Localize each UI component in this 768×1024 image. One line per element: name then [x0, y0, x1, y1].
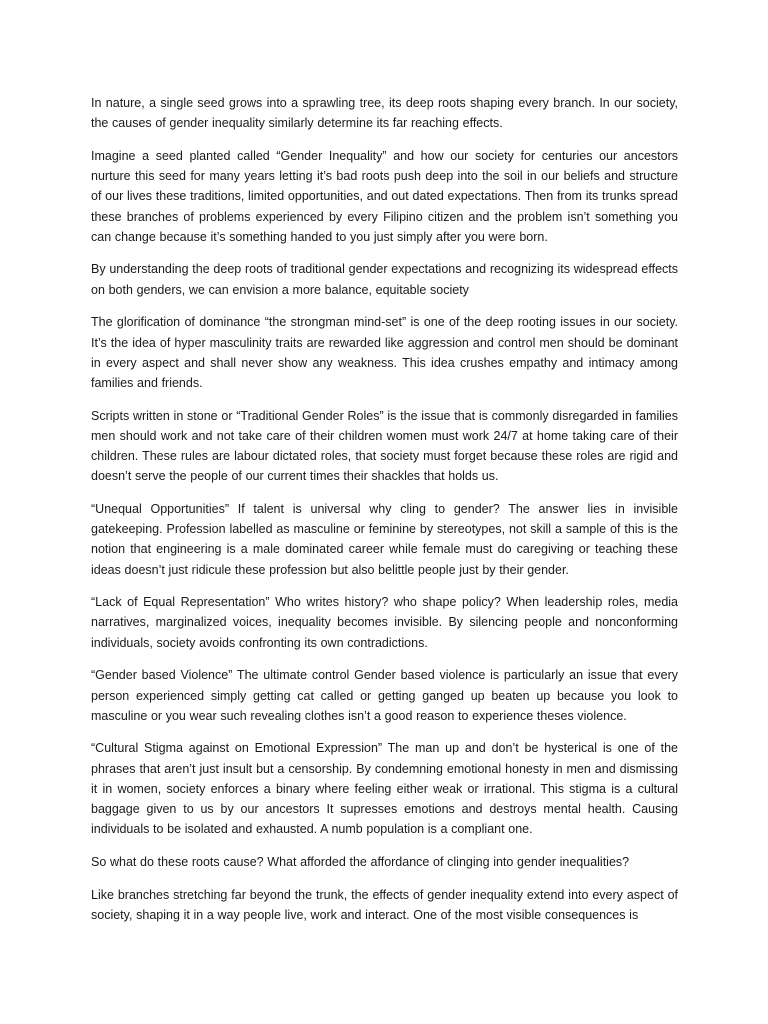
paragraph-seed-metaphor: Imagine a seed planted called “Gender Inequality” and how our society for centuries our ancestors nurture this seed for many years letting it’s bad roots push deep into the soil in our beliefs and structure of our lives these traditions, limited opportunities, and out dated expectations. Then from its trunks spread these branches of problems experienced by every Filipino citizen and the problem isn’t something you can change because it’s something handed to you just simply after you were born. — [91, 148, 678, 244]
document-page — [91, 93, 678, 1024]
paragraph-emotional-expression-stigma: “Cultural Stigma against on Emotional Expression” The man up and don’t be hysterical is one of the phrases that aren’t just insult but a censorship. By condemning emotional honesty in men and dismissing it in women, society enforces a binary where feeling either weak or irrational. This stigma is a cultural baggage given to us by our ancestors It supresses emotions and destroys mental health. Causing individuals to be isolated and exhausted. A numb population is a compliant one. — [91, 741, 678, 837]
paragraph-understanding-roots: By understanding the deep roots of traditional gender expectations and recognizing its widespread effects on both genders, we can envision a more balance, equitable society — [91, 262, 678, 297]
paragraph-roots-question: So what do these roots cause? What afforded the affordance of clinging into gender inequalities? — [91, 855, 630, 869]
paragraph-gender-based-violence: “Gender based Violence” The ultimate control Gender based violence is particularly an issue that every person experienced simply getting cat called or getting ganged up beaten up because you look to masculine or you wear such revealing clothes isn’t a good reason to experience theses violence. — [91, 668, 678, 723]
paragraph-lack-of-representation: “Lack of Equal Representation” Who writes history? who shape policy? When leadership roles, media narratives, marginalized voices, inequality becomes invisible. By silencing people and nonconforming individuals, society avoids confronting its own contradictions. — [91, 595, 678, 650]
paragraph-intro: In nature, a single seed grows into a sprawling tree, its deep roots shaping every branch. In our society, the causes of gender inequality similarly determine its far reaching effects. — [91, 96, 678, 131]
paragraph-branches-effects: Like branches stretching far beyond the trunk, the effects of gender inequality extend into every aspect of society, shaping it in a way people live, work and interact. One of the most visible consequences is — [91, 887, 678, 922]
paragraph-unequal-opportunities: “Unequal Opportunities” If talent is universal why cling to gender? The answer lies in invisible gatekeeping. Profession labelled as masculine or feminine by stereotypes, not skill a sample of this is the notion that engineering is a male dominated career while female must do caregiving or teaching these ideas doesn’t just ridicule these profession but also belittle people just by their gender. — [91, 501, 678, 577]
paragraph-traditional-gender-roles: Scripts written in stone or “Traditional Gender Roles” is the issue that is commonly disregarded in families men should work and not take care of their children women must work 24/7 at home taking care of their children. These rules are labour dictated roles, that society must forget because these roles are rigid and doesn’t serve the people of our current times their shackles that holds us. — [91, 408, 678, 484]
paragraph-strongman-mindset: The glorification of dominance “the strongman mind-set” is one of the deep rooting issues in our society. It’s the idea of hyper masculinity traits are rewarded like aggression and control men should be dominant in every aspect and shall never show any weakness. This idea crushes empathy and intimacy among families and friends. — [91, 315, 678, 390]
